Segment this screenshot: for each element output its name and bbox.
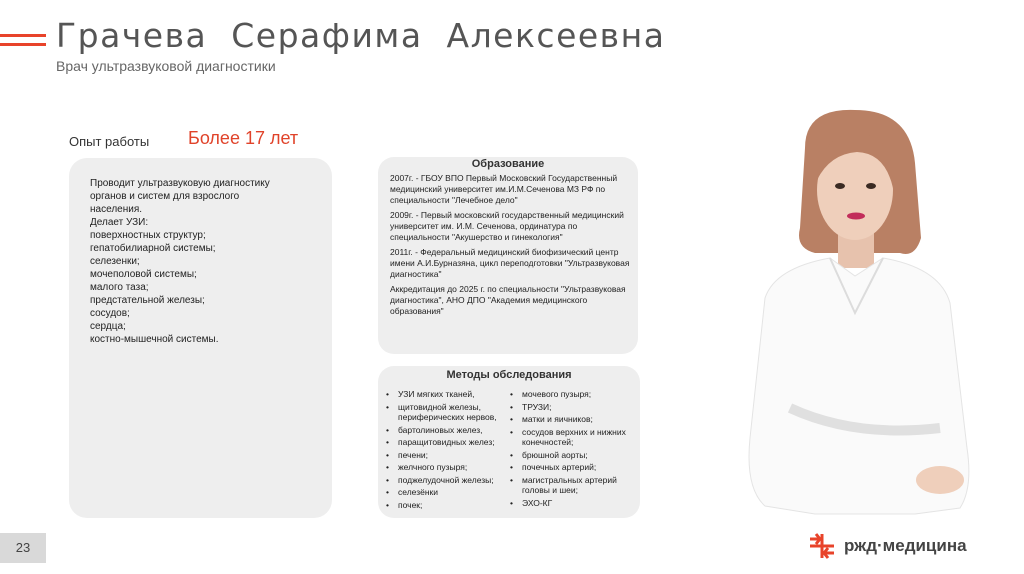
education-entry: 2007г. - ГБОУ ВПО Первый Московский Государственный медицинский университет им.И.М.Сеченова МЗ РФ по специальности "Лечебное дело": [390, 173, 618, 205]
method-item: • бартолиновых желез,: [384, 425, 502, 436]
services-text: Проводит ультразвуковую диагностику органов и систем для взрослого населения. Делает УЗИ: поверхностных структур; гепатобилиарной системы; селезенки; мочеполовой системы; малого таза; предстательной железы; сосудов; сердца; костно-мышечной системы.: [90, 178, 270, 345]
method-item: • поджелудочной железы;: [384, 475, 502, 486]
logo-mark-icon: [808, 532, 836, 560]
method-item: • ЭХО-КГ: [508, 498, 638, 509]
services-panel: [69, 158, 332, 518]
accent-lines: [0, 34, 46, 52]
method-item: • матки и яичников;: [508, 414, 638, 425]
method-item: • магистральных артерий головы и шеи;: [508, 475, 638, 496]
education-entry: Аккредитация до 2025 г. по специальности "Ультразвуковая диагностика", АНО ДПО "Академия медицинского образования": [390, 284, 626, 316]
methods-list-left: [384, 389, 502, 512]
method-item: • желчного пузыря;: [384, 462, 502, 473]
method-item: • щитовидной железы, периферических нервов,: [384, 402, 502, 423]
rzd-medicina-logo: [808, 532, 967, 560]
education-entries: [390, 173, 634, 321]
method-item: • брюшной аорты;: [508, 450, 638, 461]
education-entry: 2011г. - Федеральный медицинский биофизический центр имени А.И.Бурназяна, цикл переподготовки "Ультразвуковая диагностика": [390, 247, 630, 279]
method-item: • селезёнки: [384, 487, 502, 498]
methods-panel: [378, 366, 640, 518]
page-title: Грачева Серафима Алексеевна: [56, 16, 666, 55]
experience-value: Более 17 лет: [188, 128, 299, 148]
education-entry: 2009г. - Первый московский государственный медицинский университет им. И.М. Сеченова, ординатура по специальности "Акушерство и гинекология": [390, 210, 624, 242]
page-number: 23: [0, 533, 46, 563]
methods-heading: Методы обследования: [446, 369, 572, 381]
education-panel: [378, 157, 638, 354]
page-subtitle: Врач ультразвуковой диагностики: [56, 58, 276, 74]
experience-label: Опыт работы: [69, 134, 150, 149]
method-item: • мочевого пузыря;: [508, 389, 638, 400]
method-item: • почек;: [384, 500, 502, 511]
method-item: • сосудов верхних и нижних конечностей;: [508, 427, 638, 448]
method-item: • почечных артерий;: [508, 462, 638, 473]
method-item: • УЗИ мягких тканей,: [384, 389, 502, 400]
method-item: • печени;: [384, 450, 502, 461]
method-item: • ТРУЗИ;: [508, 402, 638, 413]
logo-text: ржд·медицина: [844, 536, 967, 555]
method-item: • паращитовидных желез;: [384, 437, 502, 448]
methods-list-right: [508, 389, 638, 510]
education-heading: Образование: [471, 158, 545, 170]
doctor-photo: [735, 108, 980, 520]
